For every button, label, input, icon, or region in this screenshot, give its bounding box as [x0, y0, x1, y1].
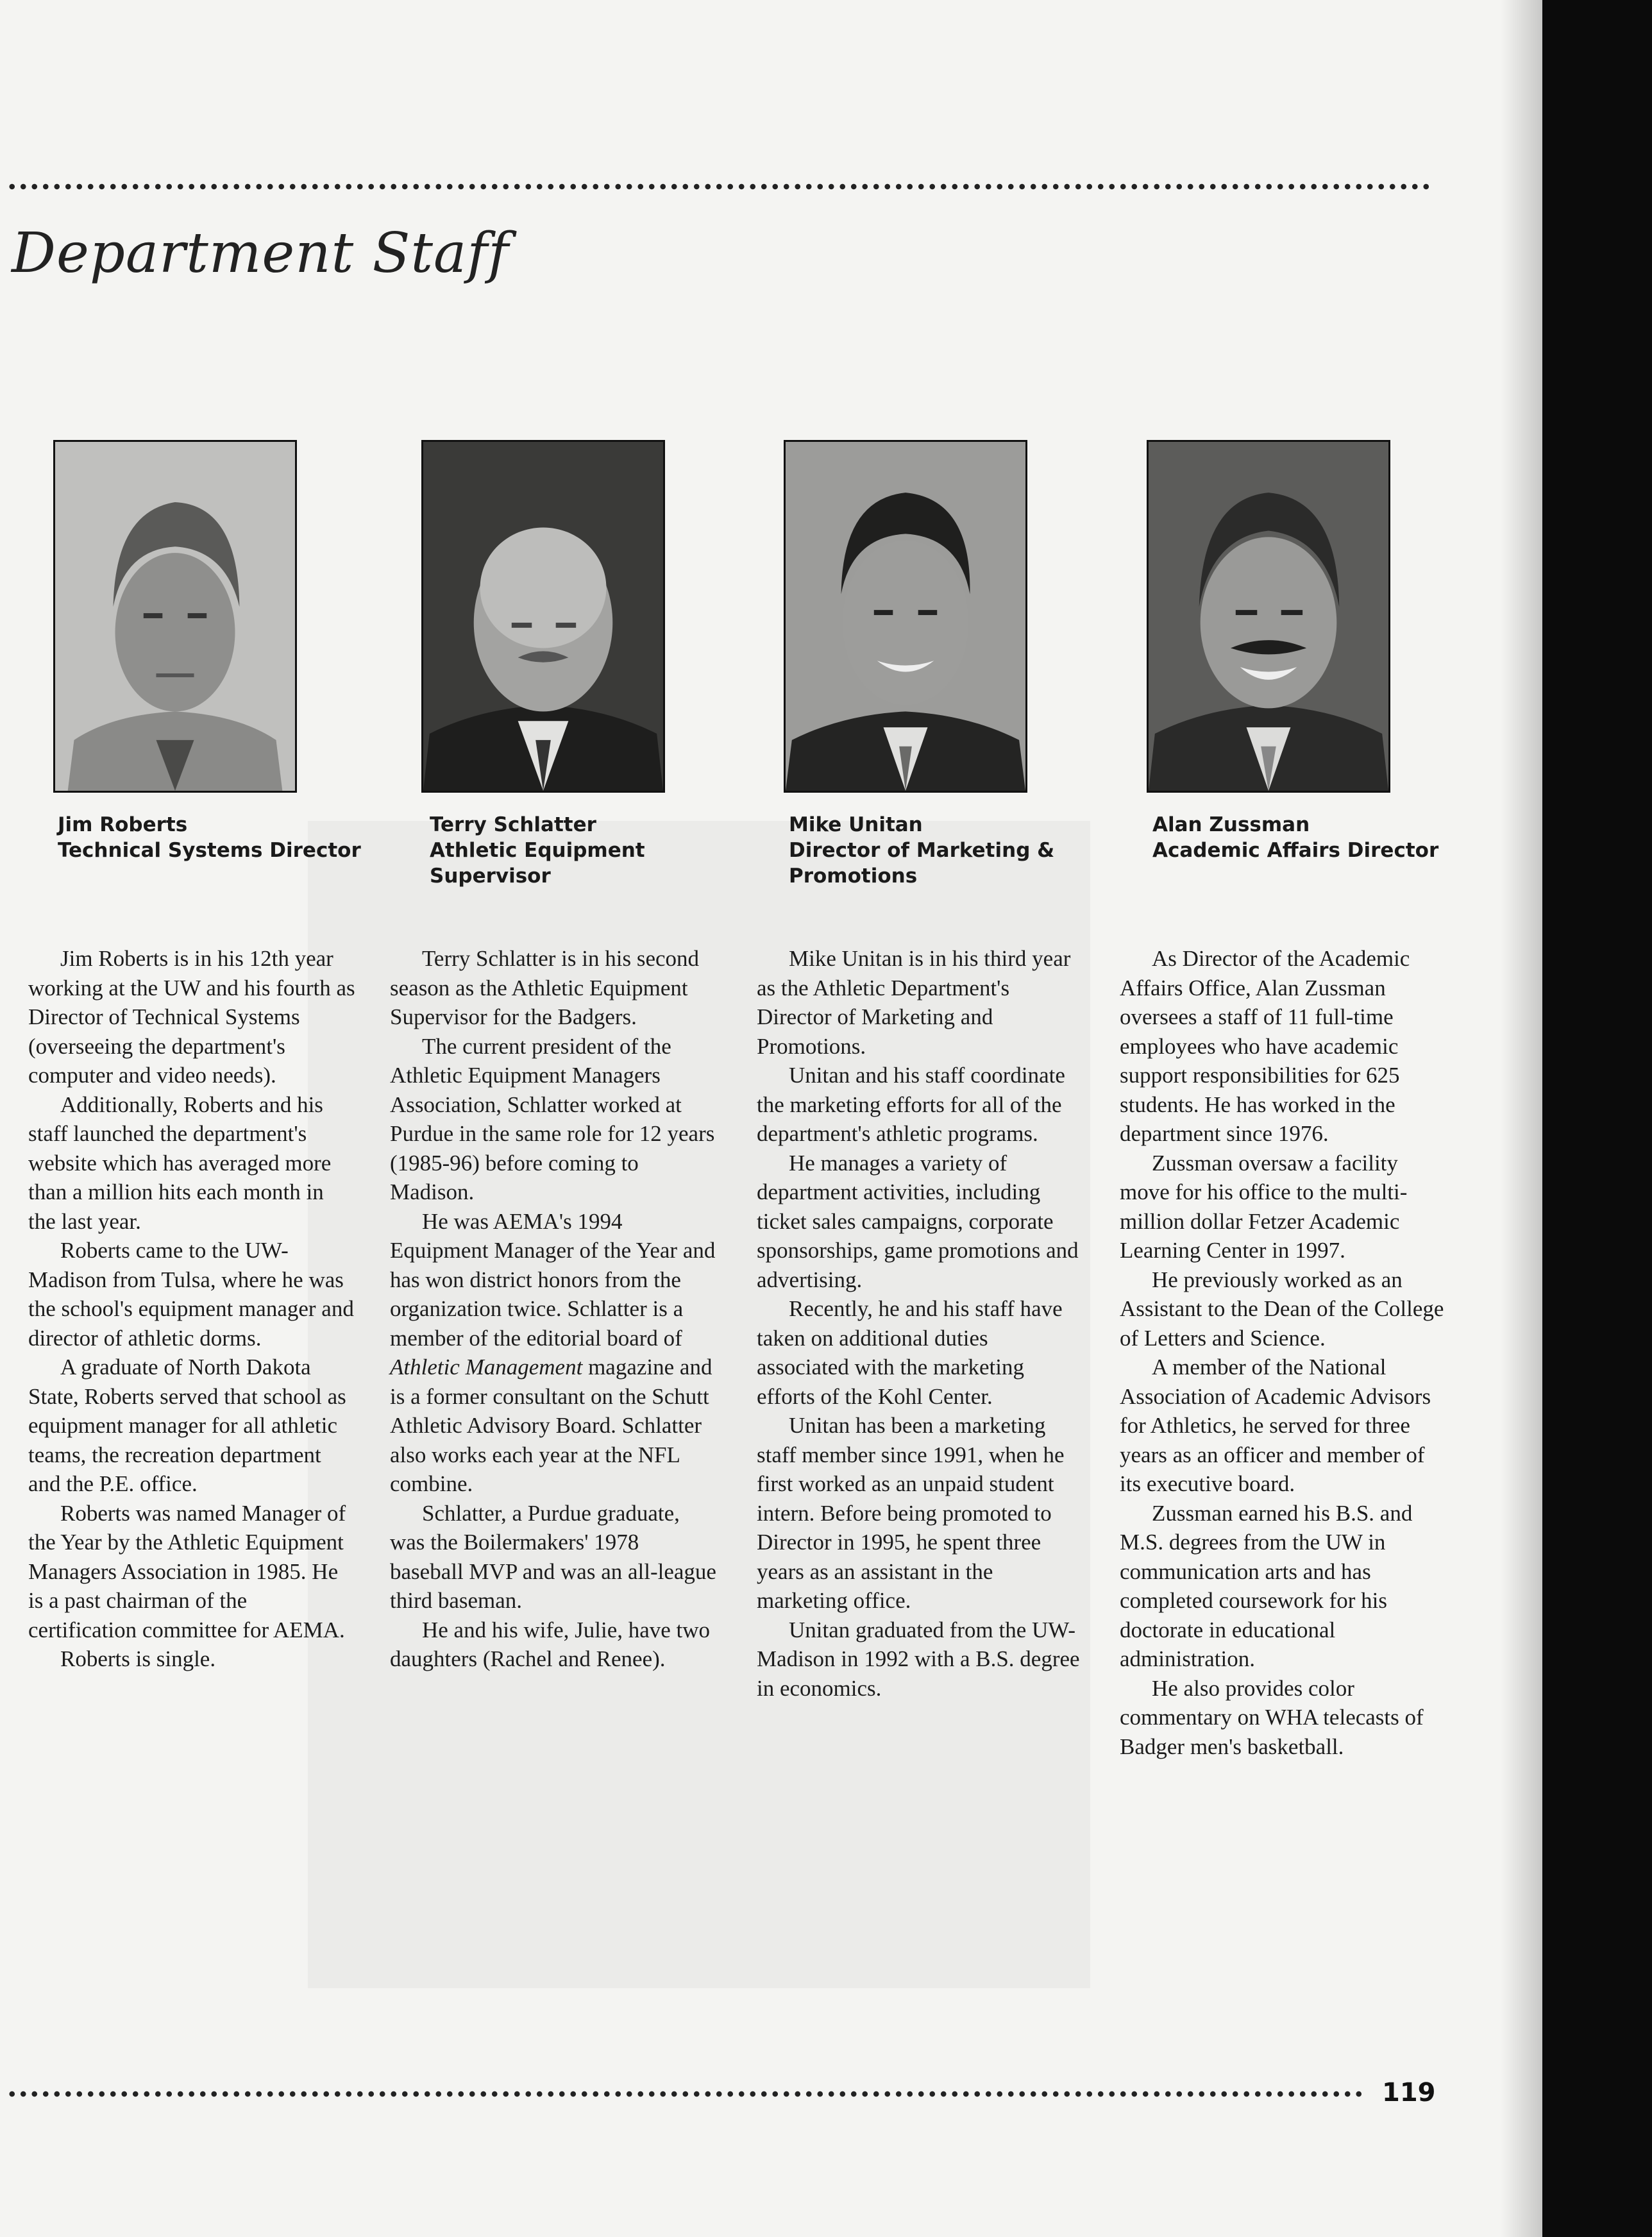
bio-paragraph: Roberts is single. — [60, 1646, 216, 1671]
caption-terry-schlatter — [430, 812, 738, 889]
bottom-dotted-rule — [6, 2089, 1366, 2098]
staff-title: Technical Systems Director — [58, 839, 361, 862]
staff-title: Director of Marketing & Promotions — [789, 839, 1055, 888]
staff-name: Mike Unitan — [789, 813, 923, 836]
staff-photo-alan-zussman — [1147, 440, 1390, 793]
bio-paragraph: Roberts was named Manager of the Year by the Athletic Equipment Managers Association in 1985. He is a past chairman of the certification committee for AEMA. — [28, 1500, 346, 1642]
bio-paragraph: He also provides color commentary on WHA telecasts of Badger men's basketball. — [1120, 1675, 1424, 1759]
staff-photo-jim-roberts — [53, 440, 297, 793]
magazine-title: Athletic Management — [390, 1355, 583, 1380]
bio-paragraph: Recently, he and his staff have taken on additional duties associated with the marketing efforts of the Kohl Center. — [757, 1296, 1063, 1409]
staff-photo-terry-schlatter — [421, 440, 665, 793]
staff-title: Athletic Equipment Supervisor — [430, 839, 645, 888]
staff-name: Jim Roberts — [58, 813, 188, 836]
bio-column-terry-schlatter — [390, 944, 717, 1674]
bio-column-mike-unitan — [757, 944, 1084, 1703]
bio-paragraph: Unitan has been a marketing staff member since 1991, when he first worked as an unpaid student intern. Before being promoted to Director in 1995, he spent three years as an assistant in the marketing office. — [757, 1413, 1065, 1613]
caption-alan-zussman — [1152, 812, 1460, 863]
bio-paragraph: Additionally, Roberts and his staff launched the department's website which has averaged more than a million hits each month in the last year. — [28, 1092, 332, 1234]
caption-mike-unitan — [789, 812, 1097, 889]
bio-paragraph: Mike Unitan is in his third year as the Athletic Department's Director of Marketing and Promotions. — [757, 946, 1071, 1059]
bio-paragraph: He manages a variety of department activities, including ticket sales campaigns, corporate sponsorships, game promotions and advertising. — [757, 1150, 1079, 1292]
staff-photo-mike-unitan — [784, 440, 1027, 793]
staff-name: Alan Zussman — [1152, 813, 1310, 836]
bio-paragraph: Zussman earned his B.S. and M.S. degrees from the UW in communication arts and has completed coursework for his doctorate in educational administration. — [1120, 1500, 1413, 1671]
caption-jim-roberts — [58, 812, 366, 863]
bio-paragraph: He previously worked as an Assistant to the Dean of the College of Letters and Science. — [1120, 1267, 1444, 1351]
bio-paragraph: Terry Schlatter is in his second season as the Athletic Equipment Supervisor for the Badgers. — [390, 946, 700, 1029]
bio-paragraph: Roberts came to the UW-Madison from Tulsa, where he was the school's equipment manager and director of athletic dorms. — [28, 1238, 354, 1351]
page-edge-shadow — [1501, 0, 1542, 2237]
bio-text: magazine and is a former consultant on the Schutt Athletic Advisory Board. Schlatter also works each year at the NFL combine. — [390, 1355, 712, 1496]
top-dotted-rule — [6, 182, 1433, 191]
bio-paragraph: Zussman oversaw a facility move for his office to the multi-million dollar Fetzer Academic Learning Center in 1997. — [1120, 1150, 1408, 1263]
bio-paragraph: Unitan graduated from the UW-Madison in 1992 with a B.S. degree in economics. — [757, 1617, 1080, 1701]
staff-title: Academic Affairs Director — [1152, 839, 1439, 862]
bio-paragraph: He and his wife, Julie, have two daughters (Rachel and Renee). — [390, 1617, 711, 1671]
bio-paragraph: Jim Roberts is in his 12th year working at the UW and his fourth as Director of Technical Systems (overseeing the department's computer and video needs). — [28, 946, 355, 1088]
bio-paragraph: A graduate of North Dakota State, Roberts served that school as equipment manager for all athletic teams, the recreation department and the P.E. office. — [28, 1355, 346, 1496]
page-title: Department Staff — [12, 221, 509, 285]
bio-column-jim-roberts — [28, 944, 355, 1674]
bio-paragraph: Schlatter, a Purdue graduate, was the Boilermakers' 1978 baseball MVP and was an all-league third baseman. — [390, 1500, 716, 1613]
bio-paragraph: The current president of the Athletic Equipment Managers Association, Schlatter worked at Purdue in the same role for 12 years (1985-96) before coming to Madison. — [390, 1033, 715, 1204]
bio-paragraph: A member of the National Association of Academic Advisors for Athletics, he served for three years as an officer and member of its executive board. — [1120, 1355, 1431, 1496]
staff-name: Terry Schlatter — [430, 813, 596, 836]
bio-text: He was AEMA's 1994 Equipment Manager of the Year and has won district honors from the organization twice. Schlatter is a member of the editorial board of — [390, 1208, 716, 1351]
bio-paragraph: As Director of the Academic Affairs Office, Alan Zussman oversees a staff of 11 full-time employees who have academic support responsibilities for 625 students. He has worked in the department since 1976. — [1120, 946, 1410, 1146]
bio-column-alan-zussman — [1120, 944, 1447, 1761]
bio-paragraph: Unitan and his staff coordinate the marketing efforts for all of the department's athletic programs. — [757, 1063, 1065, 1146]
bio-paragraph — [390, 1207, 717, 1499]
page-number: 119 — [1382, 2078, 1436, 2107]
